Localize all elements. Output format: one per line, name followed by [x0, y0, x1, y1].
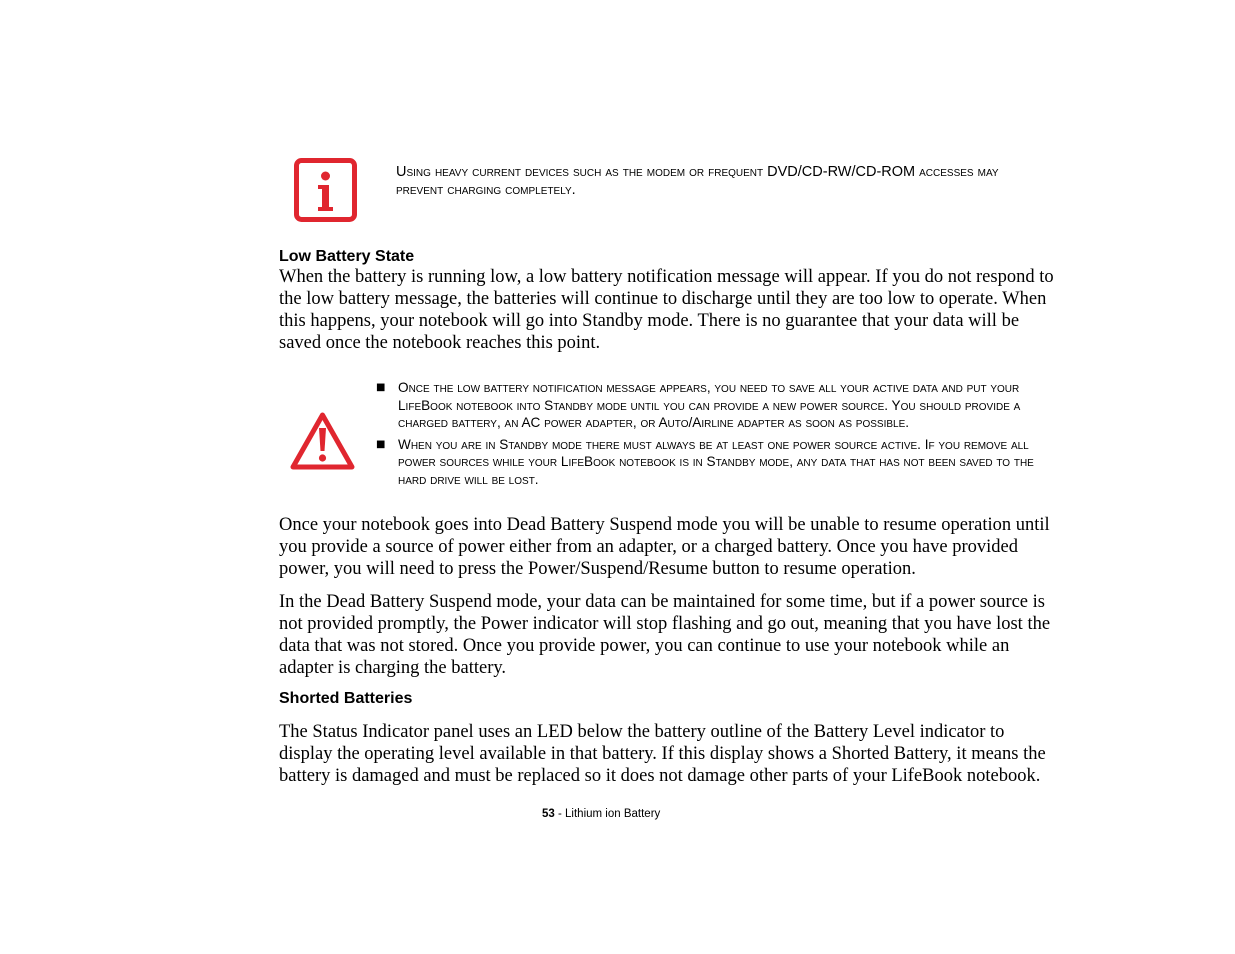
- footer-separator: -: [554, 808, 566, 820]
- dead-battery-paragraph-1: Once your notebook goes into Dead Battery Suspend mode you will be unable to resume operation until you provide a source of power either from an adapter, or a charged battery. Once you have provided power, you will need to press the Power/Suspend/Resume button to resume operation.: [279, 515, 1050, 579]
- bullet-mark: ■: [376, 438, 386, 450]
- caution-icon: [289, 411, 356, 471]
- caution-bullet-item: [376, 436, 1056, 489]
- caution-bullet-item: [376, 379, 1056, 432]
- info-icon: [294, 158, 357, 222]
- page-footer: [542, 807, 660, 821]
- chapter-title: Lithium ion Battery: [565, 808, 661, 820]
- bullet-mark: ■: [376, 382, 386, 393]
- section-heading-low-battery: Low Battery State: [279, 248, 415, 265]
- page-number: 53: [542, 808, 555, 820]
- dead-battery-paragraph-2: In the Dead Battery Suspend mode, your data can be maintained for some time, but if a power source is not provided promptly, the Power indicator will stop flashing and go out, meaning that you have lost the data that was not stored. Once you provide power, you can continue to use your notebook while an adapter is charging the battery.: [279, 592, 1051, 678]
- caution-bullet-text: When you are in Standby mode there must always be at least one power source active. If you remove all power sources while your LifeBook notebook is in Standby mode, any data that has not been saved to the hard drive will be lost.: [398, 436, 1034, 487]
- shorted-batteries-paragraph: The Status Indicator panel uses an LED below the battery outline of the Battery Level indicator to display the operating level available in that battery. If this display shows a Shorted Battery, it means the battery is damaged and must be replaced so it does not damage other parts of your LifeBook notebook.: [279, 722, 1046, 786]
- caution-bullet-text: Once the low battery notification message appears, you need to save all your active data and put your LifeBook notebook into Standby mode until you can provide a new power source. You should provide a charged battery, an AC power adapter, or Auto/Airline adapter as soon as possible.: [398, 380, 1021, 430]
- caution-bullet-list: [376, 379, 1056, 492]
- low-battery-paragraph: When the battery is running low, a low battery notification message will appear. If you do not respond to the low battery message, the batteries will continue to discharge until they are too low to operate. When this happens, your notebook will go into Standby mode. There is no guarantee that your data will be saved once the notebook reaches this point.: [279, 267, 1054, 353]
- info-note-text: Using heavy current devices such as the modem or frequent DVD/CD-RW/CD-ROM accesses may prevent charging completely.: [396, 164, 999, 198]
- section-heading-shorted-batteries: Shorted Batteries: [279, 690, 413, 707]
